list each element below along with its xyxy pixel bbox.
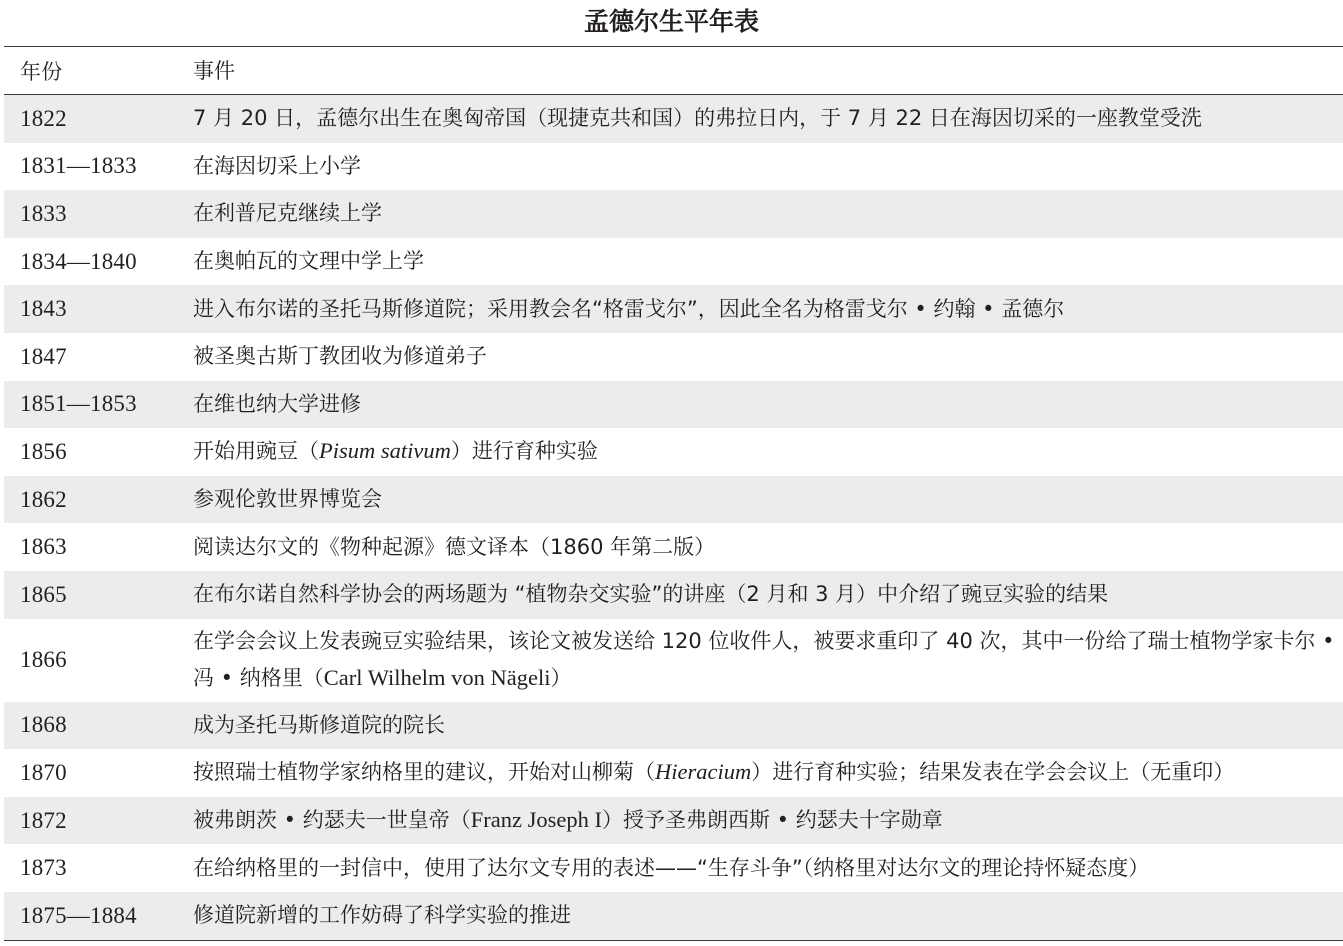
event-cell [193, 386, 1343, 423]
event-text: 在学会会议上发表豌豆实验结果，该论文被发送给 120 位收件人，被要求重印了 40 次，其中一份给了瑞士植物学家卡尔 • 冯 • 纳格里（ [193, 629, 1342, 691]
table-row [4, 571, 1343, 619]
year-cell: 1868 [20, 712, 67, 738]
table-row [4, 702, 1343, 750]
event-cell [193, 623, 1343, 697]
event-text: 修道院新增的工作妨碍了科学实验的推进 [193, 903, 571, 928]
event-text: 进入布尔诺的圣托马斯修道院；采用教会名“格雷戈尔”，因此全名为格雷戈尔 • 约翰 • 孟德尔 [193, 296, 1065, 321]
table-row [4, 619, 1343, 702]
table-row [4, 892, 1343, 940]
table-row [4, 381, 1343, 429]
year-cell: 1862 [20, 486, 67, 512]
chronology-table [4, 46, 1343, 941]
year-cell: 1834—1840 [20, 248, 137, 274]
year-cell: 1843 [20, 296, 67, 322]
event-text: 阅读达尔文的《物种起源》德文译本（1860 年第二版） [193, 534, 716, 559]
event-cell [193, 148, 1343, 185]
table-row [4, 844, 1343, 892]
table-row [4, 190, 1343, 238]
event-cell [193, 481, 1343, 518]
event-cell [193, 850, 1343, 887]
event-text: 在奥帕瓦的文理中学上学 [193, 249, 424, 274]
event-text: 在布尔诺自然科学协会的两场题为 “植物杂交实验”的讲座（2 月和 3 月）中介绍了豌豆实验的结果 [193, 582, 1109, 607]
page-title: 孟德尔生平年表 [583, 7, 759, 36]
event-cell [193, 433, 1343, 470]
table-row [4, 95, 1343, 143]
table-row [4, 523, 1343, 571]
table-row [4, 749, 1343, 797]
event-cell [193, 338, 1343, 375]
event-text: 7 月 20 日，孟德尔出生在奥匈帝国（现捷克共和国）的弗拉日内，于 7 月 22 日在海因切采的一座教堂受洗 [193, 106, 1202, 131]
event-text: 开始用豌豆（ [193, 439, 319, 464]
year-cell: 1856 [20, 438, 67, 464]
event-text: ）进行育种实验 [450, 439, 598, 464]
year-cell: 1847 [20, 343, 67, 369]
event-text: 参观伦敦世界博览会 [193, 487, 382, 512]
event-text: 在海因切采上小学 [193, 153, 361, 178]
table-row [4, 238, 1343, 286]
event-text: Carl Wilhelm von Nägeli [323, 665, 551, 691]
year-cell: 1866 [20, 647, 67, 673]
event-text: 在利普尼克继续上学 [193, 201, 382, 226]
year-cell: 1872 [20, 807, 67, 833]
event-cell [193, 576, 1343, 613]
year-cell: 1863 [20, 534, 67, 560]
event-cell [193, 195, 1343, 232]
event-text: ）授予圣弗朗西斯 • 约瑟夫十字勋章 [601, 808, 943, 833]
event-text: 被圣奥古斯丁教团收为修道弟子 [193, 344, 487, 369]
year-cell: 1865 [20, 581, 67, 607]
year-cell: 1851—1853 [20, 391, 137, 417]
table-row [4, 476, 1343, 524]
table-row [4, 285, 1343, 333]
event-text: 在给纳格里的一封信中，使用了达尔文专用的表述——“生存斗争”（纳格里对达尔文的理论持怀疑态度） [193, 855, 1150, 880]
table-row [4, 428, 1343, 476]
event-text: Franz Joseph I [470, 807, 602, 833]
table-body [4, 95, 1343, 940]
year-cell: 1873 [20, 855, 67, 881]
scientific-name: Hieracium [655, 759, 752, 785]
event-text: 被弗朗茨 • 约瑟夫一世皇帝（ [193, 808, 471, 833]
event-cell [193, 802, 1343, 839]
year-cell: 1875—1884 [20, 902, 137, 928]
event-text: 按照瑞士植物学家纳格里的建议，开始对山柳菊（ [193, 760, 655, 785]
event-cell [193, 291, 1343, 328]
year-cell: 1833 [20, 200, 67, 226]
event-text: 在维也纳大学进修 [193, 391, 361, 416]
event-cell [193, 707, 1343, 744]
table-row [4, 143, 1343, 191]
event-text: ）进行育种实验；结果发表在学会会议上（无重印） [751, 760, 1235, 785]
header-year: 年份 [20, 59, 63, 84]
event-cell [193, 754, 1343, 791]
scientific-name: Pisum sativum [319, 438, 451, 464]
year-cell: 1870 [20, 759, 67, 785]
table-row [4, 797, 1343, 845]
event-text: ） [550, 666, 572, 691]
year-cell: 1831—1833 [20, 153, 137, 179]
event-cell [193, 529, 1343, 566]
table-row [4, 333, 1343, 381]
year-cell: 1822 [20, 105, 67, 131]
event-cell [193, 100, 1343, 137]
event-cell [193, 897, 1343, 934]
event-text: 成为圣托马斯修道院的院长 [193, 712, 445, 737]
table-header-row [4, 47, 1343, 95]
event-cell [193, 243, 1343, 280]
header-event: 事件 [193, 58, 235, 83]
